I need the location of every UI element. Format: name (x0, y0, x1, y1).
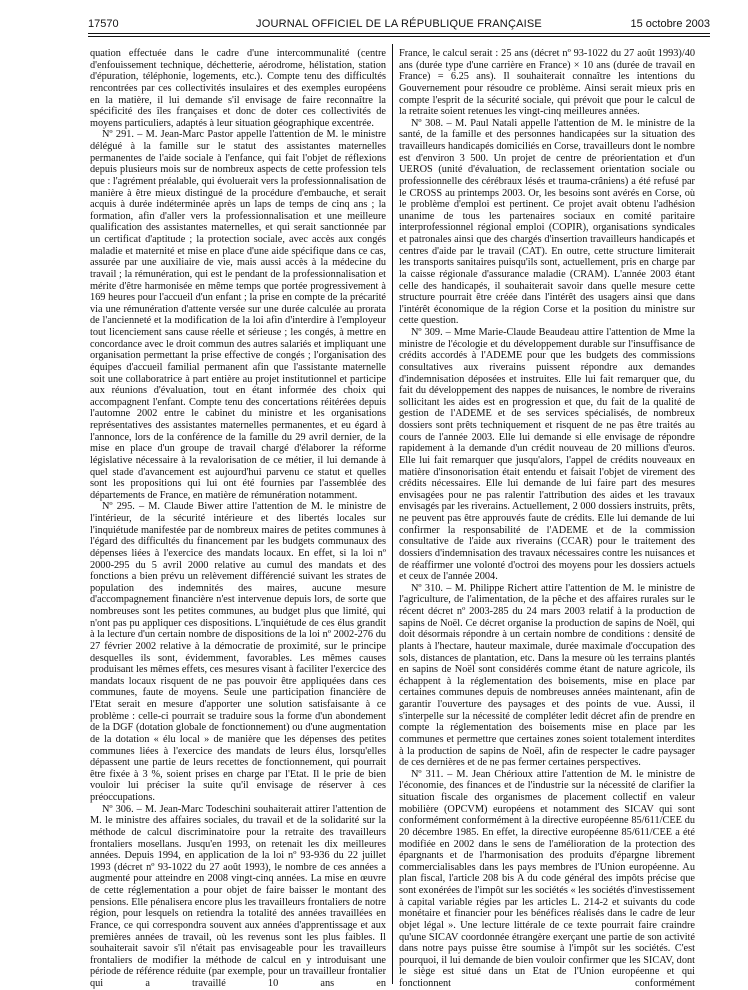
left-column (90, 48, 386, 989)
issue-date: 15 octobre 2003 (630, 18, 710, 30)
paragraph-continuation: quation effectuée dans le cadre d'une intercommunalité (centre d'enfouissement technique, déchetterie, aérodrome, hélistation, station d'épuration, téléphonie, logements, etc.). Compte tenu des difficultés rencontrées par ces collectivités insulaires et des exemples européens en la matière, il lui demande s'il envisage de faire reconnaître la spécificité des îles françaises et donc de doter ces collectivités de moyens particuliers, adaptés à leur situation géographique excentrée. (90, 48, 386, 129)
journal-title: JOURNAL OFFICIEL DE LA RÉPUBLIQUE FRANÇAISE (256, 18, 542, 30)
question-309: Nº 309. – Mme Marie-Claude Beaudeau attire l'attention de Mme la ministre de l'écologie et du développement durable sur l'insuffisance de crédits accordés à l'ADEME pour que les budgets des commissions consultatives aux riverains puissent répondre aux demandes d'indemnisation déposées et instruites. Elle lui fait remarquer que, du fait du développement des nappes de nuisances, le nombre de riverains sollicitant les aides est en progression et que, du fait de la qualité de gestion de l'ADEME et de ses services spécialisés, de nombreux dossiers sont prêts techniquement et risquent de ne pas être traités au cours de l'année 2003. Elle lui demande si elle envisage de répondre rapidement à la demande d'un crédit nouveau de 20 millions d'euros. Elle lui fait remarquer que jusqu'alors, l'appel de crédits nouveaux en matière d'insonorisation était entendu et faisait l'objet de virement des crédits nécessaires. Elle lui demande de lui faire part des mesures envisagées pour ne pas ralentir l'attribution des aides et les travaux envisagés par les riverains. Actuellement, 2 000 dossiers instruits, prêts, ne peuvent pas être approuvés faute de crédits. Elle lui demande de lui confirmer la responsabilité de l'ADEME et de la commission consultative de l'aide aux riverains (CCAR) pour le traitement des dossiers d'indemnisation des travaux nécessaires contre les nuisances et de réaffirmer une volonté d'octroi des moyens pour les dossiers actuels et ceux de l'année 2004. (399, 327, 695, 583)
page-header (88, 18, 710, 32)
question-310: Nº 310. – M. Philippe Richert attire l'attention de M. le ministre de l'agriculture, de l'alimentation, de la pêche et des affaires rurales sur le récent décret nº 2003-285 du 24 mars 2003 relatif à la production de sapins de Noël. Ce décret organise la production de sapins de Noël, qui doit désormais répondre à un certain nombre de conditions : densité de plants à l'hectare, hauteur maximale, durée maximale d'occupation des sols, distances de plantation, etc. Dans la mesure où les terrains plantés en sapins de Noël sont considérés comme étant de nature agricole, ils échappent à la réglementation des boisements, mise en place par certaines communes depuis de nombreuses années maintenant, afin de garantir l'ouverture des paysages et des points de vue. Aussi, il s'interpelle sur la nécessité de compléter ledit décret afin de prendre en compte la réglementation des boisements mise en place par les communes et permettre que certaines zones soient totalement interdites à la production de sapins de Noël, afin de respecter le cadre paysager de ces dernières et de ne pas fermer certaines perspectives. (399, 582, 695, 769)
right-column (399, 48, 695, 989)
question-306-continued: France, le calcul serait : 25 ans (décret nº 93-1022 du 27 août 1993)/40 ans (durée type d'une carrière en France) × 10 ans (durée de travail en France) = 6.25 ans). Il souhaiterait connaître les intentions du Gouvernement pour résoudre ce problème. Ainsi serait mieux pris en compte l'esprit de la sécurité sociale, qui prévoit que pour le calcul de la retraite soient retenues les vingt-cinq meilleures années. (399, 48, 695, 118)
question-295: Nº 295. – M. Claude Biwer attire l'attention de M. le ministre de l'intérieur, de la sécurité intérieure et des libertés locales sur l'inquiétude manifestée par de nombreux maires de petites communes à l'égard des difficultés du financement par les budgets communaux des dépenses liées à l'exercice des mandats locaux. En effet, si la loi nº 2000-295 du 5 avril 2000 relative au cumul des mandats et des fonctions a bien prévu un relèvement différencié suivant les strates de population des indemnités des maires, aucune mesure d'accompagnement financière n'est intervenue depuis lors, de sorte que nombreuses sont les petites communes, au budget plus que limité, qui n'ont pas pu appliquer ces dispositions. L'inquiétude de ces élus grandit à la lecture d'un certain nombre de dispositions de la loi nº 2002-276 du 27 février 2002 relative à la démocratie de proximité, sur le principe desquelles ils sont, évidemment, favorables. Les mêmes causes produisant les mêmes effets, ces mesures visant à faciliter l'exercice des mandats locaux risquent de ne pas pouvoir être appliquées dans ces communes, faute de moyens. Seule une participation financière de l'Etat serait en mesure d'apporter une solution satisfaisante à ce problème : celle-ci pourrait se traduire sous la forme d'un abondement de la DGF (dotation globale de fonctionnement) ou d'une augmentation de la dotation « élu local » de manière que les dépenses des petites communes liées à l'exercice des mandats de leurs élus, lorsqu'elles dépassent une partie de leurs recettes de fonctionnement, qui pourrait être fixée à 3 %, soient prises en charge par l'Etat. Il le prie de bien vouloir lui préciser la suite qu'il envisage de réserver à ces préoccupations. (90, 501, 386, 803)
question-311: Nº 311. – M. Jean Chérioux attire l'attention de M. le ministre de l'économie, des finances et de l'industrie sur la nécessité de clarifier la situation fiscale des organismes de placement collectif en valeur mobilière (OPCVM) européens et notamment des SICAV qui sont conformément conformément à la directive européenne 85/611/CEE du 20 décembre 1985. En effet, la directive européenne 85/611/CEE a été modifiée en 2002 dans le sens de l'amélioration de la protection des épargnants et de l'harmonisation des produits d'épargne librement commercialisables dans les pays membres de l'Union européenne. Au plan fiscal, l'article 208 bis A du code général des impôts précise que sont exonérées de l'impôt sur les sociétés « les sociétés d'investissement à capital variable régies par les articles L. 214-2 et suivants du code monétaire et financier pour les bénéfices réalisés dans le cadre de leur objet légal ». Une lecture littérale de ce texte pourrait faire craindre qu'une SICAV coordonnée étrangère exerçant une partie de son activité dans notre pays puisse être soumise à l'impôt sur les sociétés. C'est pourquoi, il lui demande de bien vouloir confirmer que les SICAV, dont le siège est situé dans un Etat de l'Union européenne et qui fonctionnent conformément (399, 768, 695, 989)
question-306: Nº 306. – M. Jean-Marc Todeschini souhaiterait attirer l'attention de M. le ministre des affaires sociales, du travail et de la solidarité sur la méthode de calcul discriminatoire pour la retraite des travailleurs frontaliers mosellans. Jusqu'en 1993, on retenait les dix meilleures années. Depuis 1994, en application de la loi nº 93-936 du 22 juillet 1993 (décret nº 93-1022 du 27 août 1993), le nombre de ces années a augmenté pour atteindre en 2008 vingt-cinq années. La mise en œuvre de cette réglementation a pour objet de faire baisser le montant des pensions. Elle pénalisera encore plus les travailleurs frontaliers de notre région, pour lesquels on retiendra la totalité des années travaillées en France, ce qui correspondra souvent aux années d'apprentissage et aux premières années de travail, où les revenus sont les plus faibles. Il souhaiterait savoir s'il n'était pas envisageable pour les travailleurs frontaliers de modifier la méthode de calcul en y introduisant une période de référence réduite (par exemple, pour un travailleur frontalier qui a travaillé 10 ans en (90, 803, 386, 989)
question-308: Nº 308. – M. Paul Natali appelle l'attention de M. le ministre de la santé, de la famille et des personnes handicapées sur la situation des travailleurs handicapés domiciliés en Corse, travailleurs dont le nombre est d'environ 3 500. Un projet de centre de préorientation et d'un UEROS (unité d'évaluation, de reclassement orientation sociale ou professionnelle des cérébraux lésés et trauma-crâniens) a été refusé par le CROSS au printemps 2003. Or, les besoins sont avérés en Corse, où le problème d'emploi est pertinent. Ce projet avait obtenu l'adhésion unanime de tous les partenaires sociaux en comité paritaire interprofessionnel régional emploi (COPIR), organisations syndicales et patronales ainsi que des chargés d'insertion travailleurs handicapés et centres d'aide par le travail (CAT). En outre, cette structure limiterait les transports sanitaires puisqu'ils sont, actuellement, pris en charge par la caisse régionale d'assurance maladie (CRAM). L'année 2003 étant celle des handicapés, il souhaiterait savoir dans quelle mesure cette structure pourrait être créée dans l'intérêt des usagers ainsi que dans l'intérêt économique de la région Corse et la position du ministre sur cette question. (399, 117, 695, 327)
page-number: 17570 (88, 18, 119, 30)
header-rule-double (88, 36, 710, 37)
header-rule (88, 33, 710, 34)
column-divider (392, 44, 393, 984)
question-291: Nº 291. – M. Jean-Marc Pastor appelle l'attention de M. le ministre délégué à la famille sur le statut des assistantes maternelles permanentes de l'aide sociale à l'enfance, qui fait l'objet de réflexions depuis plusieurs mois sur de nombreux aspects de cette profession tels que : l'agrément préalable, qui évoluerait vers la professionnalisation de manière à être mieux distingué de la procédure d'embauche, et serait acquis à durée indéterminée après un laps de temps de cinq ans ; la formation, afin d'aller vers la professionnalisation et une meilleure qualification des assistantes maternelles, et qui serait sanctionnée par un certificat d'aptitude ; la protection sociale, avec accès aux congés maladie et maternité et mise en place d'une aide spécifique dans ce cas, assurée par une auxiliaire de vie, mais aussi accès à la médecine du travail ; la rémunération, qui est le pendant de la professionnalisation et mérite d'être harmonisée en même temps que portée progressivement à 169 heures pour l'accueil d'un enfant ; la prise en compte de la précarité via une rémunération d'attente versée sur une durée calculée au prorata de l'ancienneté et la modification de la loi afin d'interdire à l'employeur tout licenciement sans cause réelle et sérieuse ; les congés, à mettre en concordance avec le droit commun des autres salariés et impliquant une organisation permettant la prise effective de congés ; l'organisation des équipes d'accueil familial permanent afin que l'assistante maternelle soit une collaboratrice à part entière au projet institutionnel et participe aux réunions d'évaluation, tout en étant informée des choix qui accompagnent l'enfant. Compte tenu des concertations réitérées depuis l'automne 2002 entre le cabinet du ministre et les organisations représentatives des assistantes maternelles permanentes, et eu égard à l'annonce, lors de la conférence de la famille du 29 avril dernier, de la mise en place d'un groupe de travail chargé d'élaborer la réforme législative nécessaire à la revalorisation de ce métier, il lui demande à quel stade d'avancement est aujourd'hui parvenu ce statut et quelles sont les propositions qui lui ont été fournies par l'assemblée des départements de France, en matière de rémunération notamment. (90, 129, 386, 501)
